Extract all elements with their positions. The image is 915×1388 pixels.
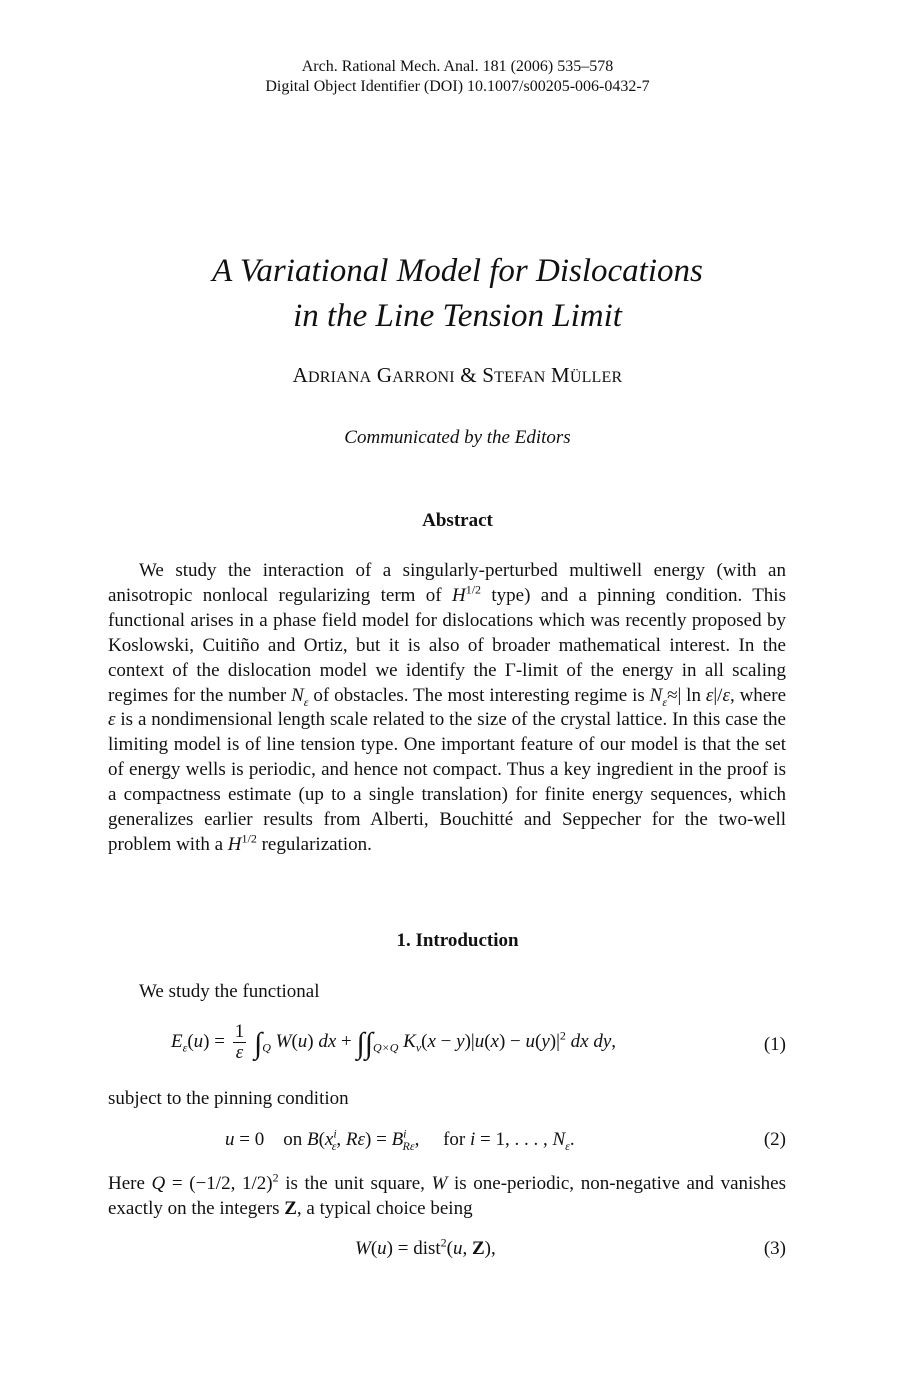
title-line-2: in the Line Tension Limit — [293, 298, 622, 334]
author-1-initial: A — [292, 363, 308, 387]
equation-3-body: W(u) = dist$^2$(u, Z), — [355, 1235, 496, 1259]
equation-1-body: $E_\varepsilon(u)$ = $\frac{1}{\varepsilon}$ $\int_Q$ W(u) dx + $\int\int_{Q\times Q}$ $K_\nu(x - y)|u(x) - u(y)|^2$ dx dy, — [171, 1021, 617, 1063]
journal-citation: Arch. Rational Mech. Anal. 181 (2006) 535–578 — [301, 58, 614, 75]
here-text-2: is the unit square, — [278, 1173, 432, 1194]
pinning-sentence: subject to the pinning condition — [108, 1088, 349, 1109]
paper-title — [0, 249, 915, 339]
author-1-first: DRIANA — [308, 369, 372, 386]
abstract-heading: Abstract — [422, 510, 493, 531]
equation-2 — [108, 1126, 786, 1159]
author-1-last: ARRONI — [392, 369, 455, 386]
equation-1-number: (1) — [763, 1034, 786, 1055]
section-heading: 1. Introduction — [396, 930, 519, 951]
journal-header — [0, 57, 915, 97]
here-text-4: , a typical choice being — [296, 1197, 473, 1219]
author-2-first: TEFAN — [494, 369, 546, 386]
abstract-text-4: , where — [729, 684, 787, 706]
communicated-by: Communicated by the Editors — [344, 427, 571, 448]
here-paragraph: Here Q = (−1/2, 1/2)$^2$ is the unit square, W is one-periodic, non-negative and vanishes exactly on the integers Z, a typical choice being — [108, 1170, 787, 1219]
equation-3-number: (3) — [763, 1238, 786, 1259]
equation-2-body: u = 0 on $B(x^i_\varepsilon$, $R\varepsilon) = B^i_{R\varepsilon}$, for i = 1, . . . , $N_\varepsilon$. — [225, 1126, 575, 1153]
author-2-initial: S — [482, 363, 495, 387]
dist-operator: dist — [413, 1238, 441, 1259]
abstract-h-exponent: 1/2 — [465, 582, 482, 597]
author-names — [0, 363, 915, 388]
abstract-body: We study the interaction of a singularly-perturbed multiwell energy (with an anisotropic nonlocal regularizing term of $H^{1/2}$ type) and a pinning condition. This functional arises in a phase field model for dislocations which was recently proposed by Koslowski, Cuitiño and Ortiz, but it is also of broader mathematical interest. In the context of the dislocation model we identify the Γ-limit of the energy in all scaling regimes for the number $N_\varepsilon$ of obstacles. The most interesting regime is $N_\varepsilon\approx|$ ln ε|/ε, where ε is a nondimensional length scale related to the size of the crystal lattice. In this case the limiting model is of line tension type. One important feature of our model is that the set of energy wells is periodic, and hence not compact. Thus a key ingredient in the proof is a compactness estimate (up to a single translation) for finite energy sequences, which generalizes earlier results from Alberti, Bouchitté and Seppecher for the two-well problem with a $H^{1/2}$ regularization. — [108, 560, 787, 855]
author-2-last-initial: M — [550, 363, 570, 387]
abstract-text-5: is a nondimensional length scale related to the size of the crystal lattice. In this case the limiting model is of line tension type. One important feature of our model is that the set of energy wells is periodic, and hence not compact. Thus a key ingredient in the proof is a compactness estimate (up to a single translation) for finite energy sequences, which generalizes earlier results from Alberti, Bouchitté and Seppecher for the two-well problem with a — [108, 709, 786, 855]
here-text-1: Here — [108, 1173, 152, 1194]
equation-2-number: (2) — [763, 1129, 786, 1150]
equation-3 — [108, 1235, 786, 1268]
title-line-1: A Variational Model for Dislocations — [212, 253, 703, 289]
abstract-text-6: regularization. — [256, 833, 372, 855]
abstract-text-1: We study the interaction of a singularly-perturbed multiwell energy (with an anisotropic nonlocal regularizing term of — [108, 560, 786, 606]
author-2-last: ÜLLER — [569, 369, 623, 386]
abstract-text-3: of obstacles. The most interesting regime is — [308, 684, 650, 706]
author-separator: & — [454, 363, 483, 387]
abstract-text-2: type) and a pinning condition. This functional arises in a phase field model for dislocations which was recently proposed by Koslowski, Cuitiño and Ortiz, but it is also of broader mathematical interest. In the context of the dislocation model we identify the Γ-limit of the energy in all scaling regimes for the number — [108, 584, 786, 706]
here-text-3: is one-periodic, non-negative and vanishes exactly on the integers — [108, 1173, 787, 1219]
doi-line: Digital Object Identifier (DOI) 10.1007/s00205-006-0432-7 — [265, 78, 650, 95]
equation-1 — [108, 1020, 786, 1072]
author-1-last-initial: G — [376, 363, 393, 387]
intro-sentence: We study the functional — [139, 981, 320, 1002]
